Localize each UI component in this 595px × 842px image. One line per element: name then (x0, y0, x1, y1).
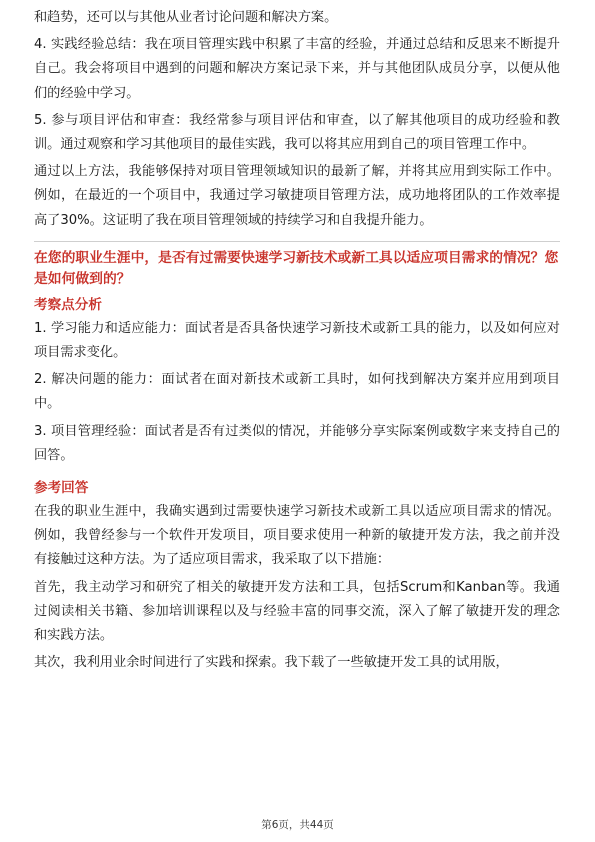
list-item-4: 4. 实践经验总结：我在项目管理实践中积累了丰富的经验，并通过总结和反思来不断提升自己。我会将项目中遇到的问题和解决方案记录下来，并与其他团队成员分享，以便从他们的经验中学习。 (34, 37, 560, 101)
analysis-item-2: 2. 解决问题的能力：面试者在面对新技术或新工具时，如何找到解决方案并应用到项目中。 (34, 372, 560, 412)
document-page (34, 6, 560, 675)
list-item-5: 5. 参与项目评估和审查：我经常参与项目评估和审查，以了解其他项目的成功经验和教训。通过观察和学习其他项目的最佳实践，我可以将其应用到自己的项目管理工作中。 (34, 112, 560, 153)
analysis-item-1: 1. 学习能力和适应能力：面试者是否具备快速学习新技术或新工具的能力，以及如何应对项目需求变化。 (34, 320, 560, 361)
interview-question: 在您的职业生涯中，是否有过需要快速学习新技术或新工具以适应项目需求的情况？您是如何做到的？ (34, 249, 559, 287)
summary-paragraph: 通过以上方法，我能够保持对项目管理领域知识的最新了解，并将其应用到实际工作中。例如，在最近的一个项目中，我通过学习敏捷项目管理方法，成功地将团队的工作效率提高了30%。这证明了我在项目管理领域的持续学习和自我提升能力。 (34, 164, 560, 228)
answer-paragraph-3: 其次，我利用业余时间进行了实践和探索。我下载了一些敏捷开发工具的试用版， (34, 655, 509, 671)
section-divider (34, 241, 560, 242)
analysis-heading: 考察点分析 (34, 296, 102, 313)
page-footer: 第6页，共44页 (261, 819, 334, 831)
paragraph-continuation: 和趋势，还可以与其他从业者讨论问题和解决方案。 (34, 10, 338, 25)
answer-paragraph-1: 在我的职业生涯中，我确实遇到过需要快速学习新技术或新工具以适应项目需求的情况。例如，我曾经参与一个软件开发项目，项目要求使用一种新的敏捷开发方法，我之前并没有接触过这种方法。为了适应项目需求，我采取了以下措施： (34, 504, 560, 568)
answer-paragraph-2: 首先，我主动学习和研究了相关的敏捷开发方法和工具，包括Scrum和Kanban等。我通过阅读相关书籍、参加培训课程以及与经验丰富的同事交流，深入了解了敏捷开发的理念和实践方法。 (34, 579, 560, 644)
analysis-item-3: 3. 项目管理经验：面试者是否有过类似的情况，并能够分享实际案例或数字来支持自己的回答。 (34, 423, 560, 463)
answer-heading: 参考回答 (34, 480, 89, 497)
